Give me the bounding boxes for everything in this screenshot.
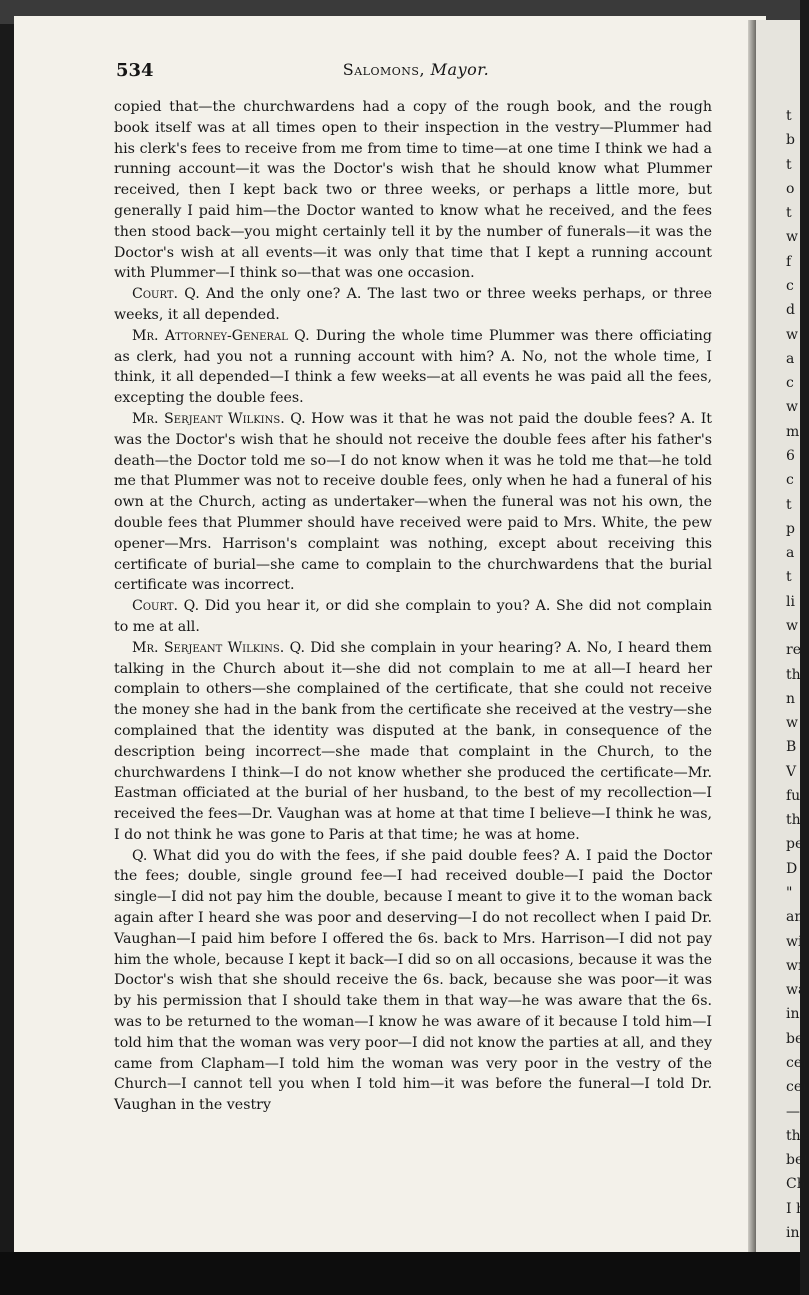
facing-page-fragment: in bbox=[786, 1225, 800, 1241]
facing-page-fragment: c bbox=[786, 278, 794, 294]
speaker-label: Court. bbox=[132, 598, 179, 615]
paragraph bbox=[114, 326, 712, 409]
paragraph bbox=[114, 97, 712, 284]
running-head-title: Mayor. bbox=[430, 60, 490, 79]
scan-bottom-edge bbox=[0, 1252, 800, 1295]
paragraph-text: Q. Did she complain in your hearing? A. No, I heard them talking in the Church about it—she did not complain to me at all—I heard her complain to others—she complained of the certificate, that she could not receive the money she had in the bank from the certificate she received at the vestry—she complained that the identity was disputed at the bank, in consequence of the description being incorrect—she made that complaint in the Church, to the churchwardens I think—I do not know whether she produced the certificate—Mr. Eastman officiated at the burial of her husband, to the best of my recollection—I received the fees—Dr. Vaughan was at home at that time I believe—I think he was, I do not think he was gone to Paris at that time; he was at home. bbox=[114, 639, 713, 843]
page-number: 534 bbox=[116, 60, 154, 81]
paragraph bbox=[114, 638, 712, 846]
facing-page-fragment: wr bbox=[786, 958, 805, 974]
facing-page-fragment: a bbox=[786, 545, 795, 561]
facing-page-fragment: m bbox=[786, 424, 800, 440]
facing-page-fragment: p bbox=[786, 521, 795, 537]
facing-page-fragment: wa bbox=[786, 982, 807, 998]
facing-page-fragment: th bbox=[786, 812, 801, 828]
facing-page-fragment: t bbox=[786, 108, 792, 124]
facing-page-fragment: bef bbox=[786, 1152, 809, 1168]
facing-page-fragment: — bbox=[786, 1104, 800, 1120]
paragraph-text: Q. What did you do with the fees, if she paid double fees? A. I paid the Doctor the fees; double, single ground fee—I had received double—I paid the Doctor single—I did not pay him the double, because I meant to give it to the woman back again after I heard she was poor and deserving—I do not recollect when I paid Dr. Vaughan—I paid him before I offered the 6s. back to Mrs. Harrison—I did not pay him the whole, because I kept it back—I did so on all occasions, because it was the Doctor's wish that she should receive the 6s. back, because she was poor—it was by his permission that I should take them in that way—he was aware that the 6s. was to be returned to the woman—I know he was aware of it because I told him—I told him that the woman was very poor—I did not know the parties at all, and they came from Clapham—I told him the woman was very poor in the vestry of the Church—I cannot tell you when I told him—it was before the funeral—I told Dr. Vaughan in the vestry bbox=[114, 847, 712, 1114]
facing-page-fragment: t bbox=[786, 569, 792, 585]
facing-page-fragment: ins bbox=[786, 1006, 807, 1022]
facing-page-fragment: a bbox=[786, 351, 795, 367]
paragraph bbox=[114, 846, 712, 1116]
facing-page-fragment: " bbox=[786, 885, 793, 901]
paragraph-text: Q. How was it that he was not paid the double fees? A. It was the Doctor's wish that he should not receive the double fees after his father's death—the Doctor told me so—I do not know when it was he told me that—he told me that Plummer was not to receive double fees, only when he had a funeral of his own at the Church, acting as undertaker—when the funeral was not his own, the double fees that Plummer should have received were paid to Mrs. White, the pew opener—Mrs. Harrison's complaint was nothing, except about receiving this certificate of burial—she came to complain to the churchwardens that the burial certificate was incorrect. bbox=[114, 410, 712, 594]
facing-page-fragment: V bbox=[786, 764, 797, 780]
facing-page-fragment: w bbox=[786, 229, 798, 245]
facing-page-fragment: w bbox=[786, 618, 798, 634]
paragraph-text: Q. And the only one? A. The last two or three weeks perhaps, or three weeks, it all depended. bbox=[114, 286, 712, 323]
paragraph bbox=[114, 409, 712, 596]
facing-page-fragment: c bbox=[786, 375, 794, 391]
facing-page-fragment: w bbox=[786, 399, 798, 415]
facing-page-fragment: be bbox=[786, 1031, 804, 1047]
page-header bbox=[116, 56, 716, 86]
running-head bbox=[116, 60, 716, 79]
facing-page-fragment: t bbox=[786, 205, 792, 221]
facing-page-edge bbox=[756, 20, 809, 1252]
facing-page-fragment: d bbox=[786, 302, 795, 318]
facing-page-fragment: an bbox=[786, 909, 804, 925]
facing-page-fragment: w bbox=[786, 715, 798, 731]
facing-page-fragment: tha bbox=[786, 1128, 809, 1144]
paragraph-text: Q. Did you hear it, or did she complain to you? A. She did not complain to me at all. bbox=[114, 598, 712, 635]
facing-page-fragment: pe bbox=[786, 836, 804, 852]
facing-page-fragment: n bbox=[786, 691, 796, 707]
facing-page-fragment: I h bbox=[786, 1201, 805, 1217]
facing-page-fragment: f bbox=[786, 254, 792, 270]
body-text bbox=[114, 97, 712, 1116]
paragraph-text: Q. During the whole time Plummer was there officiating as clerk, had you not a running account with him? A. No, not the whole time, I think, it all depended—I think a few weeks—at all events he was paid all the fees, excepting the double fees. bbox=[114, 327, 712, 407]
facing-page-fragment: b bbox=[786, 132, 795, 148]
facing-page-fragment: re bbox=[786, 642, 801, 658]
paragraph bbox=[114, 596, 712, 638]
facing-page-fragment: li bbox=[786, 594, 795, 610]
running-head-name: Salomons, bbox=[342, 60, 426, 79]
facing-page-fragment: cer bbox=[786, 1079, 809, 1095]
facing-page-fragment: t bbox=[786, 497, 792, 513]
facing-page-fragment: 6 bbox=[786, 448, 795, 464]
facing-page-fragment: D bbox=[786, 861, 798, 877]
facing-page-fragment: Ch bbox=[786, 1176, 806, 1192]
speaker-label: Mr. Attorney-General bbox=[132, 327, 288, 344]
facing-page-fragment: th bbox=[786, 667, 801, 683]
facing-page-fragment: w bbox=[786, 327, 798, 343]
facing-page-fragment: cer bbox=[786, 1055, 809, 1071]
facing-page-fragment: t bbox=[786, 157, 792, 173]
speaker-label: Mr. Serjeant Wilkins. bbox=[132, 639, 285, 656]
facing-page-fragment: o bbox=[786, 181, 795, 197]
book-gutter bbox=[748, 20, 756, 1252]
facing-page-fragment: c bbox=[786, 472, 794, 488]
paragraph-text: copied that—the churchwardens had a copy of the rough book, and the rough book itself was at all times open to their inspection in the vestry—Plummer had his clerk's fees to receive from me from time to time—at one time I think we had a running account—it was the Doctor's wish that he should know what Plummer received, then I kept back two or three weeks, or perhaps a little more, but generally I paid him—the Doctor wanted to know what he received, and the fees then stood back—you might certainly tell it by the number of funerals—it was the Doctor's wish at all events—it was only that time that I kept a running account with Plummer—I think so—that was one occasion. bbox=[114, 99, 712, 282]
speaker-label: Court. bbox=[132, 286, 179, 303]
facing-page-fragment: wi bbox=[786, 934, 803, 950]
facing-page-fragment: fu bbox=[786, 788, 801, 804]
facing-page-fragment: B bbox=[786, 739, 797, 755]
speaker-label: Mr. Serjeant Wilkins. bbox=[132, 410, 285, 427]
paragraph bbox=[114, 284, 712, 326]
